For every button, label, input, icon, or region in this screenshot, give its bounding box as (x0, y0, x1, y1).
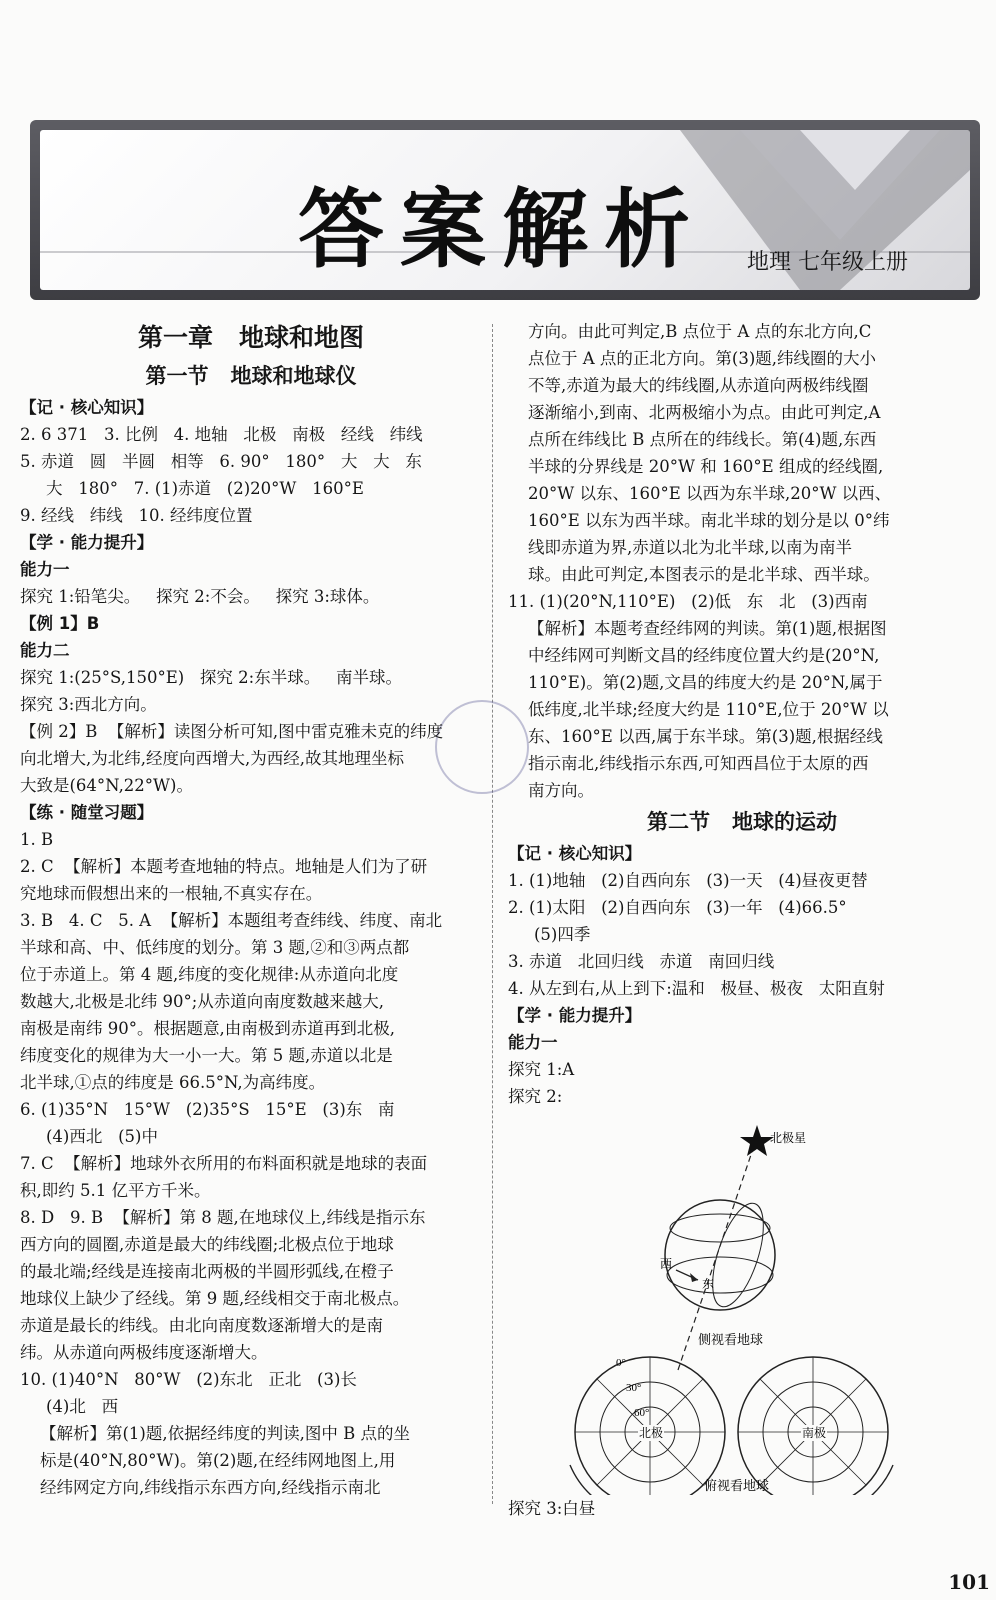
text-line: 逐渐缩小,到南、北两极缩小为点。由此可判定,A (528, 403, 881, 422)
text-line: 球。由此可判定,本图表示的是北半球、西半球。 (528, 565, 880, 584)
text-line: 低纬度,北半球;经度大约是 110°E,位于 20°W 以 (528, 700, 889, 719)
text-line: 探究 1:铅笔尖。 探究 2:不会。 探究 3:球体。 (20, 587, 380, 606)
text-line: 能力二 (20, 641, 70, 660)
text-line: 20°W 以东、160°E 以西为东半球,20°W 以西、 (528, 484, 892, 503)
text-line: 10. (1)40°N 80°W (2)东北 正北 (3)长 (20, 1370, 357, 1389)
south-pole-label: 南极 (802, 1426, 827, 1440)
polaris-label: 北极星 (770, 1131, 807, 1145)
text-line: 3. B 4. C 5. A 【解析】本题组考查纬线、纬度、南北 (20, 911, 443, 930)
right-column-footer-text (508, 1495, 976, 1522)
text-line: 【解析】第(1)题,依据经纬度的判读,图中 B 点的坐 (40, 1424, 410, 1443)
text-line: 【例 1】B (20, 614, 100, 633)
page-title: 答案解析 (298, 180, 706, 280)
text-line: 能力一 (20, 560, 70, 579)
text-line: 究地球而假想出来的一根轴,不真实存在。 (20, 884, 323, 903)
top-view-caption: 俯视看地球 (704, 1478, 770, 1493)
text-line: 1. B (20, 830, 54, 849)
text-line: 5. 赤道 圆 半圆 相等 6. 90° 180° 大 大 东 (20, 452, 422, 471)
section-heading: 第一节 地球和地球仪 (145, 364, 357, 388)
header-banner (30, 120, 980, 300)
text-line: 8. D 9. B 【解析】第 8 题,在地球仪上,纬线是指示东 (20, 1208, 426, 1227)
north-pole-label: 北极 (639, 1426, 664, 1440)
text-line: 积,即约 5.1 亿平方千米。 (20, 1181, 211, 1200)
text-line: 7. C 【解析】地球外衣所用的布料面积就是地球的表面 (20, 1154, 428, 1173)
text-line: 1. (1)地轴 (2)自西向东 (3)一天 (4)昼夜更替 (508, 871, 868, 890)
text-line: 6. (1)35°N 15°W (2)35°S 15°E (3)东 南 (20, 1100, 395, 1119)
right-column (508, 318, 976, 1522)
text-line: 纬。从赤道向两极纬度逐渐增大。 (20, 1343, 268, 1362)
text-line: 110°E)。第(2)题,文昌的纬度大约是 20°N,属于 (528, 673, 883, 692)
text-line: 160°E 以东为西半球。南北半球的划分是以 0°纬 (528, 511, 890, 530)
text-line: 【记 · 核心知识】 (508, 844, 642, 863)
text-line: 【记 · 核心知识】 (20, 398, 154, 417)
page-number: 101 (948, 1570, 990, 1594)
lat-0-label: 0° (616, 1357, 626, 1369)
earth-rotation-diagram (508, 1110, 976, 1495)
text-line: 标是(40°N,80°W)。第(2)题,在经纬网地图上,用 (40, 1451, 396, 1470)
text-line: 探究 2: (508, 1087, 563, 1106)
text-line: 大 180° 7. (1)赤道 (2)20°W 160°E (46, 479, 364, 498)
earth-rotation-svg (508, 1110, 976, 1495)
text-line: 东、160°E 以西,属于东半球。第(3)题,根据经线 (528, 727, 883, 746)
text-line: 向北增大,为北纬,经度向西增大,为西经,故其地理坐标 (20, 749, 404, 768)
text-line: 4. 从左到右,从上到下:温和 极昼、极夜 太阳直射 (508, 979, 885, 998)
text-line: 2. C 【解析】本题考查地轴的特点。地轴是人们为了研 (20, 857, 428, 876)
text-line: 半球的分界线是 20°W 和 160°E 组成的经线圈, (528, 457, 884, 476)
section-heading: 第二节 地球的运动 (647, 810, 837, 834)
lat-60-label: 60° (634, 1407, 650, 1419)
text-line: 位于赤道上。第 4 题,纬度的变化规律:从赤道向北度 (20, 965, 399, 984)
text-line: 指示南北,纬线指示东西,可知西昌位于太原的西 (528, 754, 869, 773)
text-line: 探究 1:(25°S,150°E) 探究 2:东半球。 南半球。 (20, 668, 402, 687)
side-view-caption: 侧视看地球 (698, 1332, 764, 1347)
chapter-heading: 第一章 地球和地图 (137, 323, 365, 352)
column-divider (492, 324, 493, 1504)
text-line: 纬度变化的规律为大一小一大。第 5 题,赤道以北是 (20, 1046, 393, 1065)
text-line: 点位于 A 点的正北方向。第(3)题,纬线圈的大小 (528, 349, 877, 368)
west-label: 西 (660, 1257, 673, 1271)
text-line: 探究 3:西北方向。 (20, 695, 157, 714)
east-label: 东 (702, 1277, 715, 1291)
polaris-star-icon (740, 1125, 774, 1156)
text-line: 【练 · 随堂习题】 (20, 803, 154, 822)
text-line: 中经纬网可判断文昌的经纬度位置大约是(20°N, (528, 646, 880, 665)
text-line: 方向。由此可判定,B 点位于 A 点的东北方向,C (528, 322, 872, 341)
text-line: 2. (1)太阳 (2)自西向东 (3)一年 (4)66.5° (508, 898, 847, 917)
text-line: 2. 6 371 3. 比例 4. 地轴 北极 南极 经线 纬线 (20, 425, 423, 444)
right-column-text (508, 318, 976, 1110)
banner-panel (40, 130, 970, 290)
text-line: 的最北端;经线是连接南北两极的半圆形弧线,在橙子 (20, 1262, 394, 1281)
text-line: 点所在纬线比 B 点所在的纬线长。第(4)题,东西 (528, 430, 877, 449)
text-line: 能力一 (508, 1033, 558, 1052)
text-line: 【学 · 能力提升】 (20, 533, 154, 552)
lat-30-label: 30° (626, 1382, 642, 1394)
text-line: (5)四季 (534, 925, 591, 944)
text-line: (4)西北 (5)中 (46, 1127, 158, 1146)
text-line: 赤道是最长的纬线。由北向南度数逐渐增大的是南 (20, 1316, 383, 1335)
text-line: 地球仪上缺少了经线。第 9 题,经线相交于南北极点。 (20, 1289, 410, 1308)
left-column (20, 318, 482, 1501)
text-line: 半球和高、中、低纬度的划分。第 3 题,②和③两点都 (20, 938, 410, 957)
text-line: 不等,赤道为最大的纬线圈,从赤道向两极纬线圈 (528, 376, 869, 395)
text-line: 探究 1:A (508, 1060, 575, 1079)
text-line: 线即赤道为界,赤道以北为北半球,以南为南半 (528, 538, 852, 557)
text-line: 南极是南纬 90°。根据题意,由南极到赤道再到北极, (20, 1019, 395, 1038)
text-line: 北半球,①点的纬度是 66.5°N,为高纬度。 (20, 1073, 326, 1092)
text-line: 【例 2】B 【解析】读图分析可知,图中雷克雅未克的纬度 (20, 722, 444, 741)
text-line: 【解析】本题考查经纬网的判读。第(1)题,根据图 (528, 619, 887, 638)
text-line: 9. 经线 纬线 10. 经纬度位置 (20, 506, 253, 525)
text-line: 西方向的圆圈,赤道是最大的纬线圈;北极点位于地球 (20, 1235, 394, 1254)
text-line: 南方向。 (528, 781, 594, 800)
subject-label: 地理 七年级上册 (747, 250, 908, 275)
text-line: 11. (1)(20°N,110°E) (2)低 东 北 (3)西南 (508, 592, 868, 611)
text-line: 3. 赤道 北回归线 赤道 南回归线 (508, 952, 775, 971)
text-line: 经纬网定方向,纬线指示东西方向,经线指示南北 (40, 1478, 381, 1497)
text-line: 【学 · 能力提升】 (508, 1006, 642, 1025)
text-line: (4)北 西 (46, 1397, 119, 1416)
text-line: 探究 3:白昼 (508, 1499, 596, 1518)
text-line: 数越大,北极是北纬 90°;从赤道向南度数越来越大, (20, 992, 385, 1011)
text-line: 大致是(64°N,22°W)。 (20, 776, 193, 795)
